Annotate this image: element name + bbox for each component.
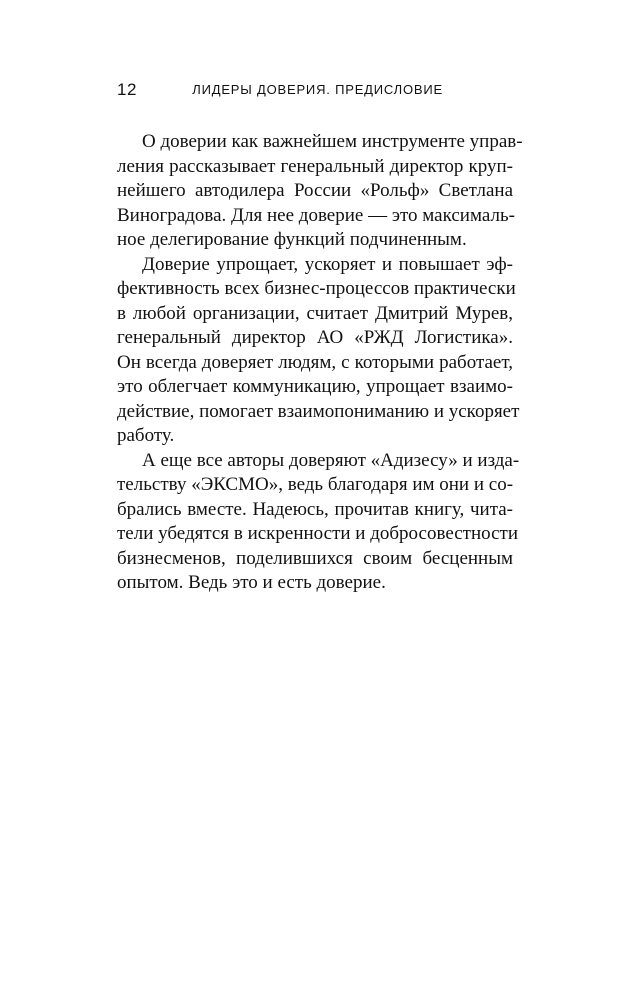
text-line: О доверии как важнейшем инструменте управ-	[142, 131, 523, 152]
text-line: генеральный директор АО «РЖД Логистика».	[117, 327, 513, 348]
text-line: бизнесменов, поделившихся своим бесценным	[117, 547, 513, 569]
text-line: тели убедятся в искренности и добросовестности	[117, 523, 519, 544]
running-head	[117, 80, 513, 102]
paragraph-1	[117, 130, 523, 253]
paragraph-2	[117, 253, 520, 449]
text-line: работу.	[117, 425, 175, 446]
text-line: фективность всех бизнес-процессов практически	[117, 278, 516, 299]
text-line: ления рассказывает генеральный директор круп-	[117, 155, 513, 177]
paragraph-3	[117, 449, 520, 596]
text-line: брались вместе. Надеюсь, прочитав книгу, чита-	[117, 498, 513, 520]
body-text	[117, 130, 523, 596]
text-line: тельству «ЭКСМО», ведь благодаря им они и со-	[117, 474, 514, 495]
page-number: 12	[117, 80, 137, 99]
text-line: действие, помогает взаимопониманию и ускоряет	[117, 400, 520, 422]
text-line: опытом. Ведь это и есть доверие.	[117, 572, 386, 593]
text-line: Виноградова. Для нее доверие — это максималь-	[117, 204, 515, 226]
text-line: это облегчает коммуникацию, упрощает взаимо-	[117, 376, 513, 397]
text-line: А еще все авторы доверяют «Адизесу» и изда-	[142, 449, 520, 471]
text-line: Он всегда доверяет людям, с которыми работает,	[117, 351, 513, 373]
text-line: в любой организации, считает Дмитрий Мурев,	[117, 302, 513, 324]
text-line: нейшего автодилера России «Рольф» Светлана	[117, 180, 513, 201]
text-line: ное делегирование функций подчиненным.	[117, 229, 467, 250]
text-line: Доверие упрощает, ускоряет и повышает эф-	[142, 253, 513, 275]
running-title: ЛИДЕРЫ ДОВЕРИЯ. ПРЕДИСЛОВИЕ	[192, 82, 443, 97]
